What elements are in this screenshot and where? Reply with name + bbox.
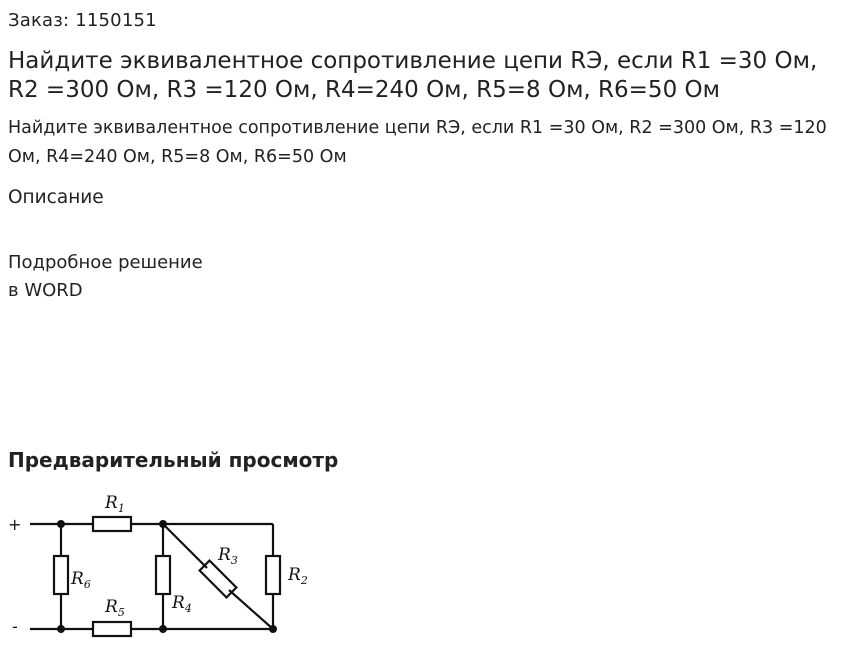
node-bottom-right (269, 625, 277, 633)
preview-heading: Предварительный просмотр (8, 448, 339, 472)
task-description: Найдите эквивалентное сопротивление цепи RЭ, если R1 =30 Ом, R2 =300 Ом, R3 =120 Ом, R4=240 Ом, R5=8 Ом, R6=50 Ом (8, 118, 827, 167)
description-line-1: Подробное решение (8, 252, 203, 273)
label-r4: $R_4$ (172, 593, 192, 615)
node-bottom-left (57, 625, 65, 633)
label-r2: $R_2$ (288, 565, 308, 587)
node-top-mid (159, 520, 167, 528)
node-bottom-mid (159, 625, 167, 633)
description-line-2: в WORD (8, 280, 83, 301)
description-heading: Описание (8, 187, 104, 208)
terminal-plus: + (8, 515, 22, 534)
terminal-minus: - (12, 617, 18, 636)
description-body (8, 249, 203, 305)
resistor-r2 (266, 556, 280, 594)
label-r1: $R_1$ (105, 493, 125, 515)
resistor-r1 (93, 517, 131, 531)
wire-r3-lower (229, 590, 273, 629)
circuit-diagram (0, 484, 330, 654)
node-top-left (57, 520, 65, 528)
task-title: Найдите эквивалентное сопротивление цепи RЭ, если R1 =30 Ом, R2 =300 Ом, R3 =120 Ом, R4=240 Ом, R5=8 Ом, R6=50 Ом (8, 48, 818, 103)
resistor-r6 (54, 556, 68, 594)
label-r6: $R_6$ (71, 569, 91, 591)
resistor-r5 (93, 622, 131, 636)
label-r3: $R_3$ (218, 545, 238, 567)
order-number: Заказ: 1150151 (8, 10, 157, 31)
resistor-r4 (156, 556, 170, 594)
label-r5: $R_5$ (105, 597, 125, 619)
